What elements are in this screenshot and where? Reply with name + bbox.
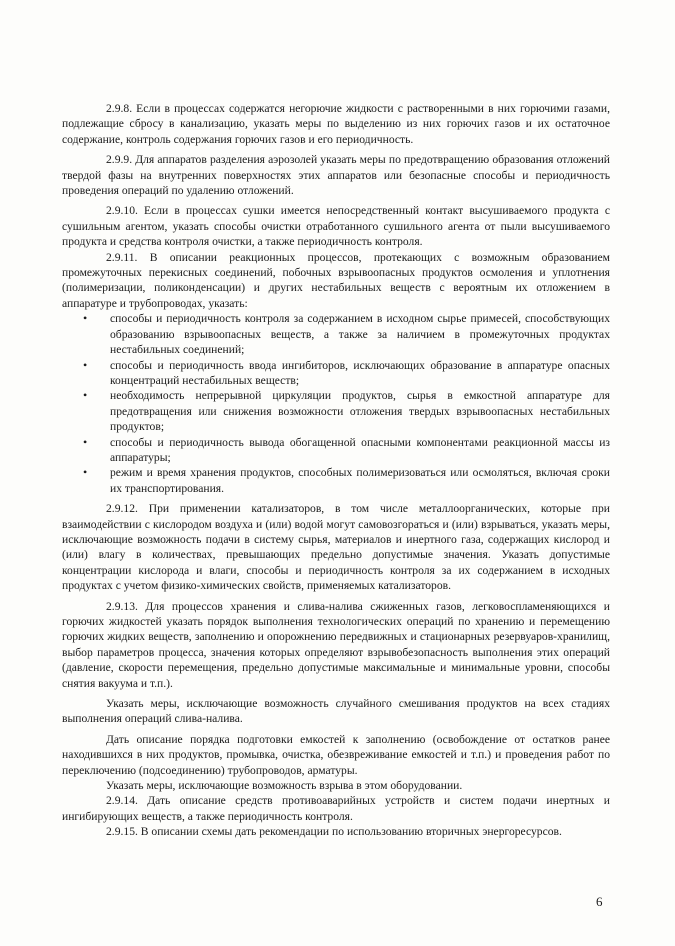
- bullet-item: • способы и периодичность вывода обогащенной опасными компонентами реакционной массы из аппаратуры;: [110, 435, 610, 466]
- paragraph-explosion-measures: Указать меры, исключающие возможность взрыва в этом оборудовании.: [106, 779, 463, 793]
- paragraph-2-9-15: 2.9.15. В описании схемы дать рекомендации по использованию вторичных энергоресурсов.: [106, 825, 562, 839]
- paragraph-2-9-8: 2.9.8. Если в процессах содержатся негорючие жидкости с растворенными в них горючими газами, подлежащие сбросу в канализацию, указать меры по выделению из них горючих газов и их остаточное содержание, контроль содержания горючих газов и его периодичность.: [62, 102, 610, 146]
- paragraph-2-9-13: 2.9.13. Для процессов хранения и слива-налива сжиженных газов, легковоспламеняющихся и горючих жидкостей указать порядок выполнения технологических операций по хранению и перемещению горючих жидких веществ, заполнению и опорожнению передвижных и стационарных резервуаров-хранилищ, выбор параметров процесса, значения которых определяют взрывобезопасность выполнения этих операций (давление, скорости перемещения, предельно допустимые максимальные и минимальные уровни, способы снятия вакуума и т.п.).: [62, 599, 610, 690]
- bullet-list: [62, 311, 610, 496]
- paragraph-mixing-measures: Указать меры, исключающие возможность случайного смешивания продуктов на всех стадиях выполнения операций слива-налива.: [62, 697, 610, 726]
- paragraph-2-9-10: 2.9.10. Если в процессах сушки имеется непосредственный контакт высушиваемого продукта с сушильным агентом, указать способы очистки отработанного сушильного агента от пыли высушиваемого продукта и средства контроля очистки, а также периодичность контроля.: [62, 204, 610, 249]
- paragraph-2-9-12: 2.9.12. При применении катализаторов, в том числе металлоорганических, которые при взаимодействии с кислородом воздуха и (или) водой могут самовозгораться и (или) взрываться, указать меры, исключающие возможность подачи в систему сырья, материалов и инертного газа, содержащих кислород и (или) влагу в количествах, превышающих предельно допустимые значения. Указать допустимые концентрации кислорода и влаги, способы и периодичность контроля за их содержанием в исходных продуктах с учетом физико-химических свойств, применяемых катализаторов.: [62, 502, 610, 593]
- paragraph-2-9-11: 2.9.11. В описании реакционных процессов, протекающих с возможным образованием промежуточных перекисных соединений, побочных взрывоопасных продуктов осмоления и уплотнения (полимеризации, поликонденсации) и других нестабильных веществ с вероятным их отложением в аппаратуре и трубопроводах, указать:: [62, 250, 610, 310]
- paragraph-2-9-9: 2.9.9. Для аппаратов разделения аэрозолей указать меры по предотвращению образования отложений твердой фазы на внутренних поверхностях этих аппаратов или безопасные способы и периодичность проведения операций по удалению отложений.: [62, 153, 610, 198]
- paragraph-2-9-14: 2.9.14. Дать описание средств противоаварийных устройств и систем подачи инертных и ингибирующих веществ, а также периодичность контроля.: [62, 794, 610, 823]
- bullet-item: • режим и время хранения продуктов, способных полимеризоваться или осмоляться, включая сроки их транспортирования.: [110, 465, 610, 496]
- page-number: 6: [596, 894, 603, 909]
- bullet-item: • способы и периодичность ввода ингибиторов, исключающих образование в аппаратуре опасных концентраций нестабильных веществ;: [110, 358, 610, 389]
- document-page: [62, 101, 610, 840]
- paragraph-tank-preparation: Дать описание порядка подготовки емкостей к заполнению (освобождение от остатков ранее находившихся в них продуктов, промывка, очистка, обезвреживание емкостей и т.п.) и проведения работ по переключению (подсоединению) трубопроводов, арматуры.: [62, 732, 610, 777]
- bullet-item: • необходимость непрерывной циркуляции продуктов, сырья в емкостной аппаратуре для предотвращения или снижения возможности отложения твердых взрывоопасных нестабильных продуктов;: [110, 388, 610, 434]
- bullet-item: • способы и периодичность контроля за содержанием в исходном сырье примесей, способствующих образованию взрывоопасных веществ, а также за наличием в промежуточных продуктах нестабильных соединений;: [110, 311, 610, 357]
